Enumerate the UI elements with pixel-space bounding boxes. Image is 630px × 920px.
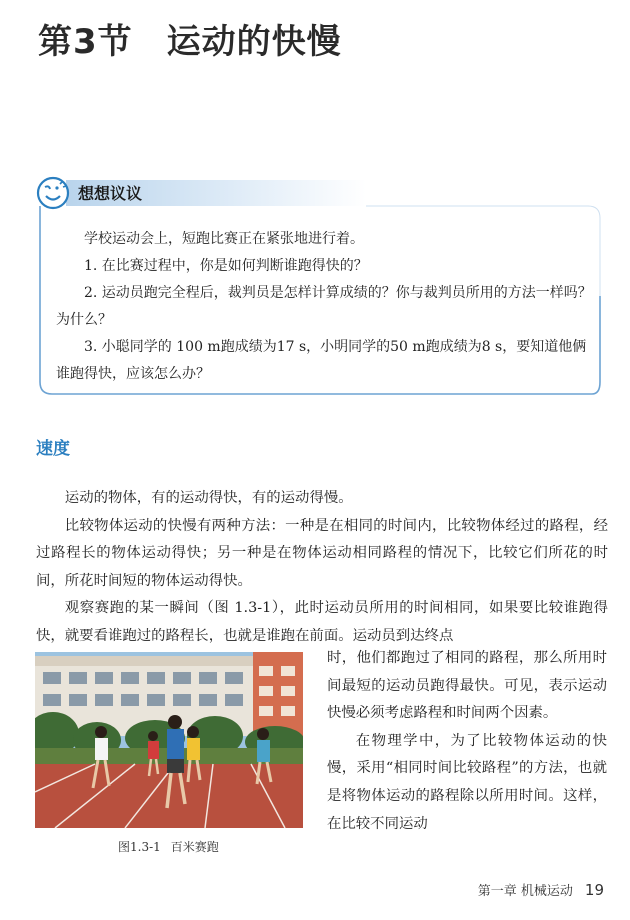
body-text — [36, 485, 608, 651]
discussion-box — [36, 176, 602, 398]
body-paragraph: 比较物体运动的快慢有两种方法：一种是在相同的时间内，比较物体经过的路程，经过路程长的物体运动得快；另一种是在物体运动相同路程的情况下，比较它们所花的时间，所花时间短的物体运动得快。 — [36, 517, 608, 589]
discussion-paragraph: 1. 在比赛过程中，你是如何判断谁跑得快的？ — [84, 258, 368, 274]
footer-chapter: 第一章 机械运动 — [477, 884, 573, 899]
figure-caption-text: 百米赛跑 — [170, 840, 219, 854]
sprint-race-photo — [35, 652, 303, 828]
figure-caption — [118, 838, 219, 855]
body-paragraph: 观察赛跑的某一瞬间（图 1.3-1），此时运动员所用的时间相同，如果要比较谁跑得快，就要看谁跑过的路程长，也就是谁跑在前面。运动员到达终点 — [36, 600, 608, 644]
body-paragraph: 时，他们都跑过了相同的路程，那么所用时间最短的运动员跑得最快。可见，表示运动快慢必须考虑路程和时间两个因素。 — [327, 650, 607, 722]
discussion-paragraph: 3. 小聪同学的 100 m跑成绩为17 s，小明同学的50 m跑成绩为8 s，要知道他俩谁跑得快，应该怎么办？ — [56, 339, 587, 382]
figure-number: 图1.3-1 — [118, 840, 161, 854]
body-paragraph: 运动的物体，有的运动得快，有的运动得慢。 — [64, 490, 353, 506]
page-number: 19 — [584, 881, 604, 899]
page-title — [38, 14, 342, 63]
discussion-paragraph: 学校运动会上，短跑比赛正在紧张地进行着。 — [84, 231, 364, 247]
body-paragraph: 在物理学中，为了比较物体运动的快慢，采用“相同时间比较路程”的方法，也就是将物体运动的路程除以所用时间。这样，在比较不同运动 — [327, 732, 607, 832]
discussion-text — [56, 226, 596, 388]
page-footer — [478, 880, 604, 899]
section-heading: 速度 — [36, 439, 70, 459]
body-text-right-column — [327, 645, 607, 838]
section-number: 第3节 — [38, 22, 133, 62]
discussion-paragraph: 2. 运动员跑完全程后，裁判员是怎样计算成绩的？你与裁判员所用的方法一样吗？为什么？ — [56, 285, 592, 328]
section-title: 运动的快慢 — [166, 22, 342, 62]
discussion-icon — [36, 176, 70, 210]
discussion-label: 想想议议 — [78, 184, 143, 203]
